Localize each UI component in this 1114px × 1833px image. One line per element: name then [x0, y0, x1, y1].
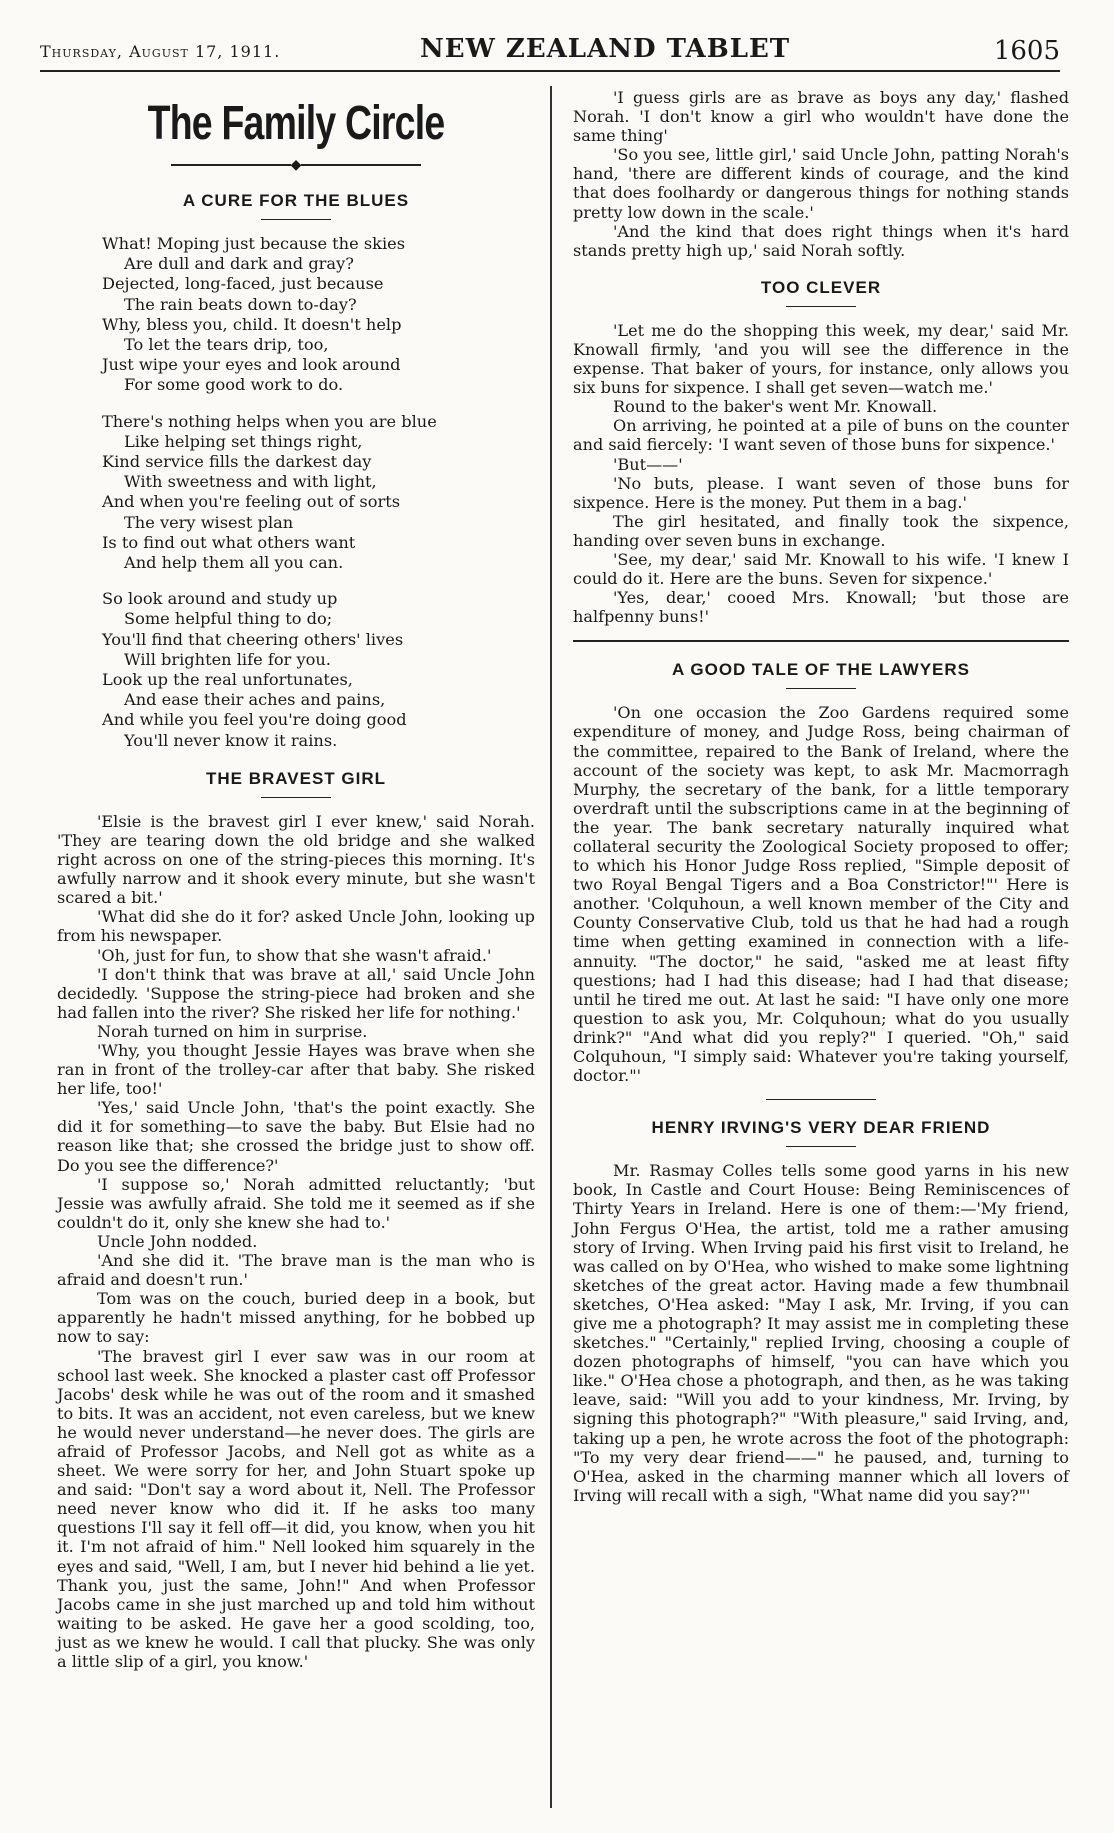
poem-line: The very wisest plan	[124, 512, 294, 532]
page-title: The Family Circle	[147, 97, 445, 150]
irving-heading: HENRY IRVING'S VERY DEAR FRIEND	[651, 1118, 991, 1138]
poem	[102, 234, 535, 751]
paragraph: 'See, my dear,' said Mr. Knowall to his wife. 'I knew I could do it. Here are the buns. Seven for sixpence.'	[573, 549, 1069, 589]
poem-line: You'll never know it rains.	[124, 730, 338, 750]
paragraph: 'Yes, dear,' cooed Mrs. Knowall; 'but those are halfpenny buns!'	[573, 588, 1069, 627]
publication-title: NEW ZEALAND TABLET	[420, 34, 791, 64]
paragraph: 'And she did it. 'The brave man is the man who is afraid and doesn't run.'	[57, 1251, 535, 1290]
poem-line: And ease their aches and pains,	[124, 690, 386, 710]
poem-line: To let the tears drip, too,	[124, 335, 329, 355]
page-header	[40, 28, 1060, 72]
section-divider	[573, 640, 1069, 642]
poem-line: Like helping set things right,	[124, 431, 363, 451]
title-ornament: ◆	[57, 157, 535, 173]
poem-line: For some good work to do.	[124, 375, 344, 395]
left-column	[57, 88, 535, 1671]
section-rule	[786, 306, 856, 307]
paragraph: 'But——'	[613, 454, 683, 474]
bravest-girl-continued	[573, 88, 1069, 260]
paragraph: 'I don't think that was brave at all,' said Uncle John decidedly. 'Suppose the string-piece had broken and she had fallen into the river? She risked her life for nothing.'	[57, 964, 535, 1022]
poem-line: Dejected, long-faced, just because	[102, 274, 384, 294]
poem-line: And while you feel you're doing good	[102, 710, 407, 730]
poem-line: What! Moping just because the skies	[102, 234, 406, 253]
too-clever-heading: TOO CLEVER	[760, 277, 882, 297]
paragraph: 'No buts, please. I want seven of those buns for sixpence. Here is the money. Put them in a bag.'	[573, 473, 1069, 512]
paragraph: 'What did she do it for? asked Uncle John, looking up from his newspaper.	[57, 907, 535, 946]
right-column	[573, 88, 1069, 1505]
paragraph: Norah turned on him in surprise.	[97, 1021, 368, 1041]
section-rule	[766, 1099, 876, 1100]
irving-story	[573, 1161, 1069, 1505]
poem-line: So look around and study up	[102, 589, 338, 609]
issue-date: Thursday, August 17, 1911.	[40, 42, 281, 61]
paragraph: 'So you see, little girl,' said Uncle John, patting Norah's hand, 'there are different kinds of courage, and the kind that does foolhardy or dangerous things for nothing stands pretty low down in the scale.'	[573, 145, 1069, 222]
poem-line: Look up the real unfortunates,	[102, 670, 353, 690]
lawyers-story	[573, 703, 1069, 1085]
page-number: 1605	[993, 36, 1060, 66]
column-divider	[550, 86, 552, 1808]
poem-line: You'll find that cheering others' lives	[102, 629, 404, 649]
paragraph: 'I suppose so,' Norah admitted reluctantly; 'but Jessie was awfully afraid. She told me it seemed as if she couldn't do it, only she knew she had to.'	[57, 1174, 535, 1232]
poem-line: Just wipe your eyes and look around	[102, 355, 401, 375]
bravest-girl-heading: THE BRAVEST GIRL	[205, 768, 387, 788]
poem-line: Is to find out what others want	[102, 532, 356, 552]
paragraph: Uncle John nodded.	[97, 1231, 258, 1251]
paragraph: 'I guess girls are as brave as boys any day,' flashed Norah. 'I don't know a girl who wouldn't have done the same thing'	[573, 88, 1069, 146]
paragraph: 'Let me do the shopping this week, my dear,' said Mr. Knowall firmly, 'and you will see the difference in the expense. That baker of yours, for instance, only allows you six buns for sixpence. I shall get seven—watch me.'	[573, 320, 1069, 398]
section-rule	[786, 688, 856, 689]
poem-line: Kind service fills the darkest day	[102, 452, 372, 472]
poem-line: The rain beats down to-day?	[124, 294, 357, 314]
paragraph: 'Elsie is the bravest girl I ever knew,' said Norah. 'They are tearing down the old bridge and she walked right across on one of the string-pieces this morning. It's awfully narrow and it shook every minute, but she wasn't scared a bit.'	[57, 811, 535, 908]
paragraph: 'Oh, just for fun, to show that she wasn't afraid.'	[97, 945, 492, 965]
poem-line: Why, bless you, child. It doesn't help	[102, 314, 402, 334]
paragraph: Mr. Rasmay Colles tells some good yarns in his new book, In Castle and Court House: Being Reminiscences of Thirty Years in Ireland. Here is one of them:—'My friend, John Fergus O'Hea, the artist, told me a rather amusing story of Irving. When Irving paid his first visit to Ireland, he was called on by O'Hea, who wished to make some lightning sketches of the great actor. Having made a few thumbnail sketches, O'Hea asked: "May I ask, Mr. Irving, if you can give me a photograph? It may assist me in completing these sketches." "Certainly," replied Irving, choosing a couple of dozen photographs of himself, "you can have which you like." O'Hea chose a photograph, and then, as he was taking leave, said: "Will you add to your kindness, Mr. Irving, by signing this photograph?" "With pleasure," said Irving, and, taking up a pen, he wrote across the foot of the photograph: "To my very dear friend——" he paused, and, turning to O'Hea, asked in the charming manner which all lovers of Irving will recall with a sigh, "What name did you say?"'	[573, 1161, 1069, 1505]
paragraph: Round to the baker's went Mr. Knowall.	[613, 397, 938, 417]
poem-line: With sweetness and with light,	[124, 472, 377, 492]
paragraph: 'On one occasion the Zoo Gardens required some expenditure of money, and Judge Ross, being chairman of the committee, repaired to the Bank of Ireland, where the account of the society was kept, to ask Mr. Macmorragh Murphy, the secretary of the bank, for a little temporary overdraft until the subscriptions came in at the beginning of the year. The bank secretary naturally inquired what collateral security the Zoological Society proposed to offer; to which his Honor Judge Ross replied, "Simple deposit of two Royal Bengal Tigers and a Boa Constrictor!"' Here is another. 'Colquhoun, a well known member of the City and County Conservative Club, told us that he had had a rough time when getting examined in connection with a life-annuity. "The doctor," he said, "asked me at least fifty questions; had I had this disease; had I had that disease; until he tired me out. At last he said: "I have only one more question to ask you, Mr. Colquhoun; what do you usually drink?" "And what did you reply?" I queried. "Oh," said Colquhoun, "I simply said: Whatever you're taking yourself, doctor."'	[573, 703, 1069, 1086]
section-rule	[261, 219, 331, 220]
poem-stanza	[102, 589, 535, 751]
poem-line: Will brighten life for you.	[124, 649, 331, 669]
section-rule	[261, 797, 331, 798]
poem-stanza	[102, 234, 535, 396]
poem-line: There's nothing helps when you are blue	[102, 411, 437, 431]
too-clever-story	[573, 321, 1069, 627]
paragraph: The girl hesitated, and finally took the sixpence, handing over seven buns in exchange.	[573, 511, 1069, 550]
paragraph: 'Yes,' said Uncle John, 'that's the point exactly. She did it for something—to save the baby. But Elsie had no reason like that; she crossed the bridge just to show off. Do you see the difference?'	[57, 1098, 535, 1175]
paragraph: Tom was on the couch, buried deep in a book, but apparently he hadn't missed anything, for he bobbed up now to say:	[57, 1289, 535, 1347]
lawyers-heading: A GOOD TALE OF THE LAWYERS	[672, 660, 970, 680]
poem-stanza	[102, 412, 535, 574]
poem-line: Are dull and dark and gray?	[124, 254, 354, 274]
bravest-girl-story	[57, 812, 535, 1671]
poem-line: Some helpful thing to do;	[124, 609, 333, 629]
poem-line: And when you're feeling out of sorts	[102, 492, 401, 512]
paragraph: 'Why, you thought Jessie Hayes was brave when she ran in front of the trolley-car after that baby. She risked her life, too!'	[57, 1041, 535, 1099]
paragraph: 'And the kind that does right things when it's hard stands pretty high up,' said Norah softly.	[573, 221, 1069, 260]
poem-line: And help them all you can.	[124, 553, 344, 573]
paragraph: 'The bravest girl I ever saw was in our room at school last week. She knocked a plaster cast off Professor Jacobs' desk while he was out of the room and it smashed to bits. It was an accident, not even careless, but we knew he would never understand—he never does. The girls are afraid of Professor Jacobs, and Nell got as white as a sheet. We were sorry for her, and John Stuart spoke up and said: "Don't say a word about it, Nell. The Professor need never know who did it. If he asks too many questions I'll say it fell off—it did, you know, when you hit it. I'm not afraid of him." Nell looked him squarely in the eyes and said, "Well, I am, but I never hid behind a lie yet. Thank you, just the same, John!" And when Professor Jacobs came in she just marched up and told him without waiting to be asked. He gave her a good scolding, too, just as we knew he would. I call that plucky. She was only a little slip of a girl, you know.'	[57, 1346, 535, 1671]
poem-heading: A CURE FOR THE BLUES	[182, 191, 410, 210]
paragraph: On arriving, he pointed at a pile of buns on the counter and said fiercely: 'I want seven of those buns for sixpence.'	[573, 416, 1069, 455]
section-rule	[786, 1146, 856, 1147]
